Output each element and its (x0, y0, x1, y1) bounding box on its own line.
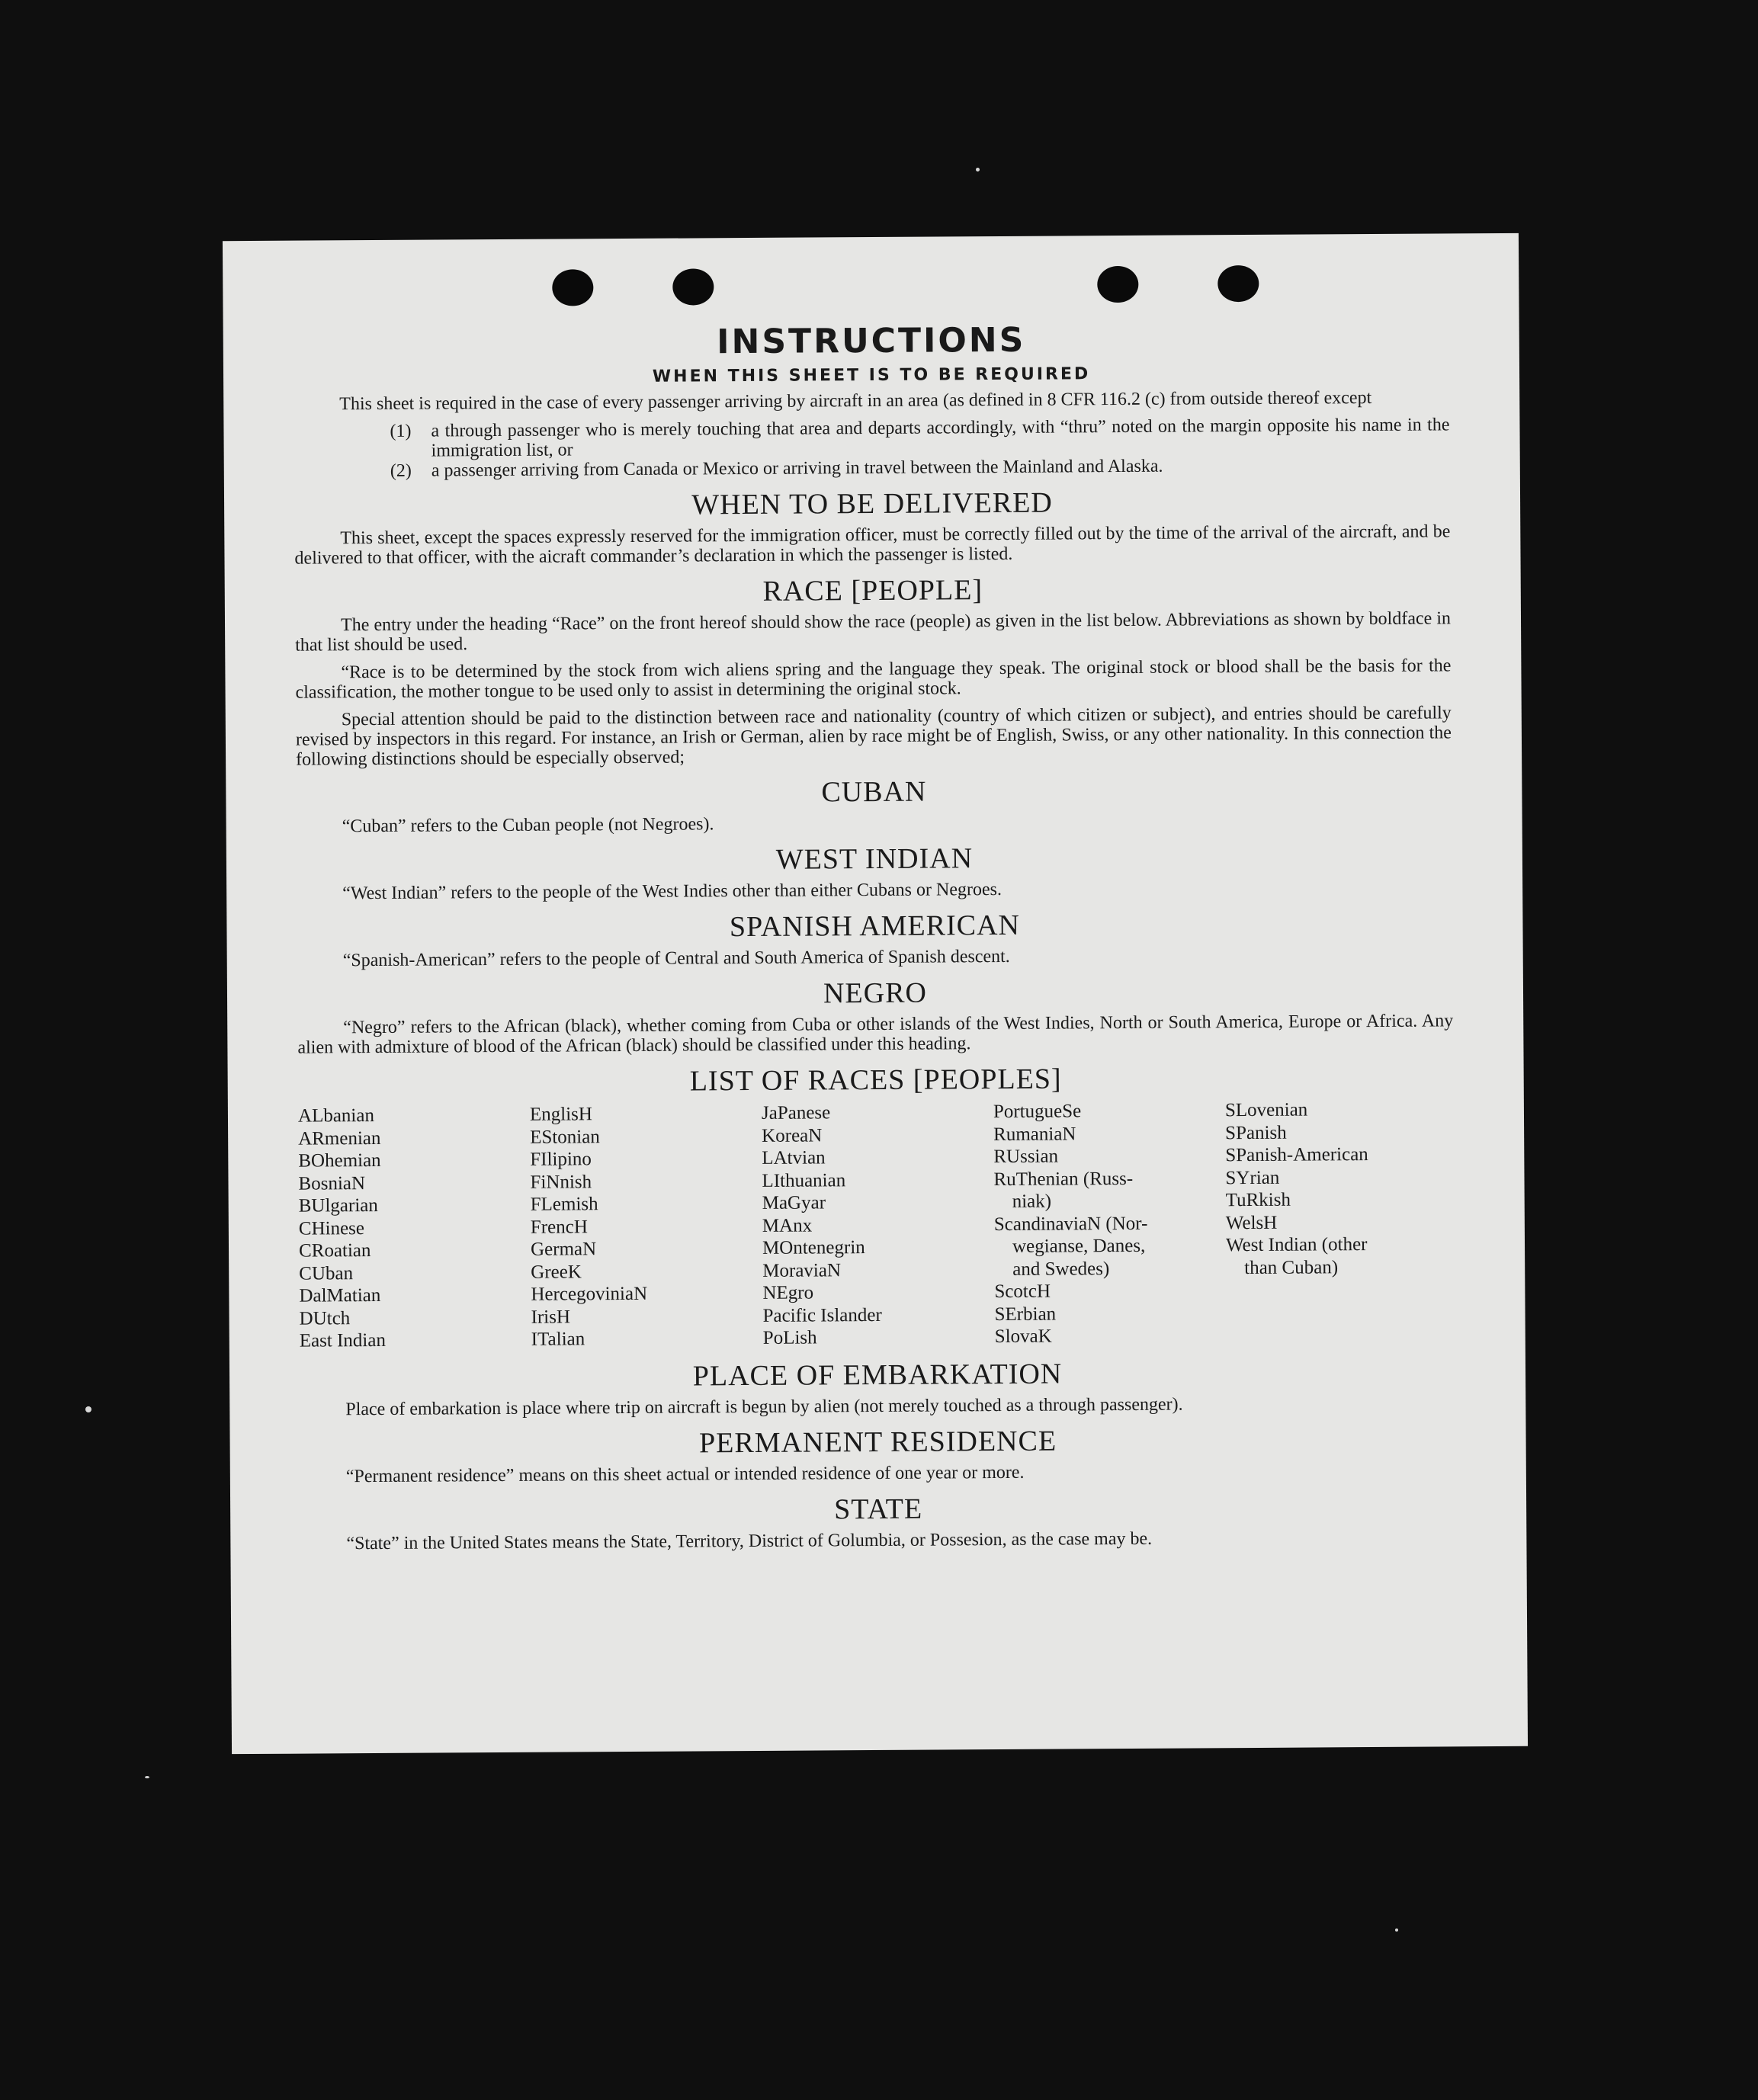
race-item: BosniaN (298, 1172, 366, 1194)
race-item: CRoatian (298, 1240, 371, 1262)
race-item: HercegoviniaN (531, 1283, 648, 1305)
race-item: FrencH (530, 1216, 588, 1238)
race-item: LAtvian (762, 1147, 826, 1169)
section-paragraph: “Spanish-American” refers to the people of Central and South America of Spanish descent. (342, 946, 1010, 971)
race-item: MOntenegrin (762, 1237, 865, 1258)
section-heading-negro: NEGRO (823, 976, 928, 1010)
exception-number: (2) (390, 460, 412, 481)
race-item: BOhemian (298, 1149, 381, 1172)
section-paragraph: “Permanent residence” means on this sheet actual or intended residence of one year or more. (345, 1462, 1025, 1486)
race-item: EStonian (530, 1126, 600, 1148)
scan-speck (976, 168, 980, 172)
race-item: niak) (1012, 1191, 1052, 1212)
punch-hole-1 (552, 269, 593, 306)
section-paragraph: This sheet, except the spaces expressly reserved for the immigration officer, must be correctly filled out by the time of the arrival of the aircraft, and be delivered to that officer, with the aicraft commander’s declaration in which the passenger is listed. (294, 521, 1451, 569)
race-column (530, 1102, 760, 1351)
race-item: and Swedes) (1012, 1258, 1110, 1280)
race-item: MoraviaN (762, 1259, 842, 1281)
race-item: ARmenian (298, 1127, 381, 1149)
document-content (294, 317, 1457, 1561)
section-heading-cuban: CUBAN (821, 775, 927, 809)
race-item: WelsH (1225, 1212, 1278, 1233)
exception-list (294, 415, 1449, 481)
race-item: BUlgarian (298, 1194, 378, 1217)
race-item: MAnx (762, 1215, 813, 1236)
section-paragraph: “Race is to be determined by the stock from wich aliens spring and the language they speak. The original stock or blood shall be the basis for the classification, the mother tongue to be used only to assist in determining the original stock. (295, 656, 1452, 703)
document-sheet (223, 233, 1528, 1754)
races-heading: LIST OF RACES [PEOPLES] (689, 1063, 1062, 1098)
race-item: RumaniaN (993, 1123, 1076, 1145)
section-paragraph: The entry under the heading “Race” on the front hereof should show the race (people) as given in the list below. Abbreviations as shown by boldface in that list should be used. (295, 608, 1452, 656)
exception-text: a passenger arriving from Canada or Mexico or arriving in travel between the Mainland and Alaska. (431, 456, 1163, 481)
section-paragraph: “State” in the United States means the State, Territory, District of Golumbia, or Possesion, as the case may be. (346, 1528, 1153, 1553)
section-paragraph: Special attention should be paid to the distinction between race and nationality (country of which citizen or subject), and entries should be carefully revised by inspectors in this regard. For instance, an Irish or German, alien by race might be of English, Swiss, or any other nationality. In this connection the following distinctions should be especially observed; (295, 703, 1452, 770)
race-item: IrisH (531, 1306, 571, 1328)
section-paragraph: “West Indian” refers to the people of the West Indies other than either Cubans or Negroes. (342, 879, 1002, 904)
race-item: ScotcH (994, 1281, 1051, 1303)
race-item: SLovenian (1224, 1099, 1308, 1121)
race-item: GermaN (530, 1239, 597, 1260)
scan-speck (85, 1406, 91, 1412)
race-column (993, 1099, 1224, 1348)
section-heading-when-delivered: WHEN TO BE DELIVERED (691, 486, 1053, 521)
section-heading-race: RACE [PEOPLE] (762, 574, 983, 608)
section-paragraph: This sheet is required in the case of every passenger arriving by aircraft in an area (as defined in 8 CFR 116.2 (c) from outside thereof except (339, 388, 1372, 415)
page-title: INSTRUCTIONS (717, 320, 1026, 362)
punch-hole-4 (1217, 265, 1259, 302)
section-heading-state: STATE (834, 1492, 923, 1525)
exception-number: (1) (390, 421, 412, 441)
closing-sections (300, 1355, 1457, 1553)
race-column (762, 1101, 992, 1349)
race-item: SPanish-American (1225, 1144, 1368, 1166)
race-item: ITalian (531, 1329, 585, 1350)
race-item: RUssian (993, 1146, 1059, 1168)
section-paragraph: “Cuban” refers to the Cuban people (not Negroes). (342, 814, 714, 837)
section-heading-west-indian: WEST INDIAN (775, 842, 974, 876)
race-item: SErbian (994, 1303, 1057, 1325)
race-item: Pacific Islander (762, 1304, 882, 1326)
race-item: DalMatian (299, 1284, 381, 1306)
race-list (298, 1098, 1455, 1352)
race-item: LIthuanian (762, 1169, 846, 1191)
race-item: FiNnish (530, 1171, 592, 1193)
race-item: CHinese (298, 1217, 365, 1239)
race-item: JaPanese (761, 1102, 831, 1124)
race-item: TuRkish (1225, 1189, 1291, 1211)
section-paragraph: Place of embarkation is place where trip on aircraft is begun by alien (not merely touched as a through passenger). (345, 1394, 1183, 1419)
race-item: East Indian (299, 1329, 387, 1351)
section-heading-spanish-american: SPANISH AMERICAN (729, 909, 1021, 944)
race-item: wegianse, Danes, (1012, 1235, 1146, 1257)
race-item: KoreaN (762, 1124, 823, 1146)
scan-speck (1395, 1928, 1398, 1932)
race-column (1225, 1098, 1455, 1346)
exception-text: a through passenger who is merely touching that area and departs accordingly, with “thru” noted on the margin opposite his name in the immigration list, or (431, 415, 1450, 461)
section-paragraph: “Negro” refers to the African (black), whether coming from Cuba or other islands of the West Indies, North or South America, Europe or Africa. Any alien with admixture of blood of the African (black) should be classified under this heading. (297, 1011, 1454, 1058)
race-item: FLemish (530, 1194, 598, 1215)
race-item: EnglisH (529, 1104, 592, 1125)
scan-speck (145, 1776, 149, 1778)
race-item: CUban (299, 1262, 354, 1284)
punch-hole-2 (672, 268, 714, 305)
race-item: ALbanian (297, 1105, 375, 1127)
section-heading-when-required: WHEN THIS SHEET IS TO BE REQUIRED (652, 364, 1091, 386)
race-item: MaGyar (762, 1192, 826, 1214)
race-item: FIlipino (530, 1149, 592, 1170)
race-item: RuThenian (Russ- (993, 1168, 1134, 1190)
section-heading-permanent-residence: PERMANENT RESIDENCE (698, 1425, 1057, 1459)
race-item: SYrian (1225, 1167, 1280, 1188)
race-column (298, 1104, 528, 1352)
race-item: PortugueSe (993, 1101, 1082, 1123)
exception-item (390, 415, 1449, 460)
race-item: PoLish (762, 1327, 817, 1348)
instruction-sections (294, 361, 1453, 1057)
race-item: West Indian (other (1225, 1234, 1368, 1256)
race-item: NEgro (762, 1282, 814, 1303)
race-item: DUtch (299, 1307, 351, 1329)
race-item: than Cuban) (1244, 1256, 1339, 1278)
race-item: SPanish (1225, 1122, 1287, 1143)
section-heading-place-of-embarkation: PLACE OF EMBARKATION (692, 1358, 1063, 1392)
race-item: SlovaK (994, 1326, 1052, 1348)
race-item: GreeK (531, 1261, 582, 1283)
race-item: ScandinaviaN (Nor- (993, 1213, 1148, 1235)
punch-hole-3 (1097, 266, 1138, 303)
